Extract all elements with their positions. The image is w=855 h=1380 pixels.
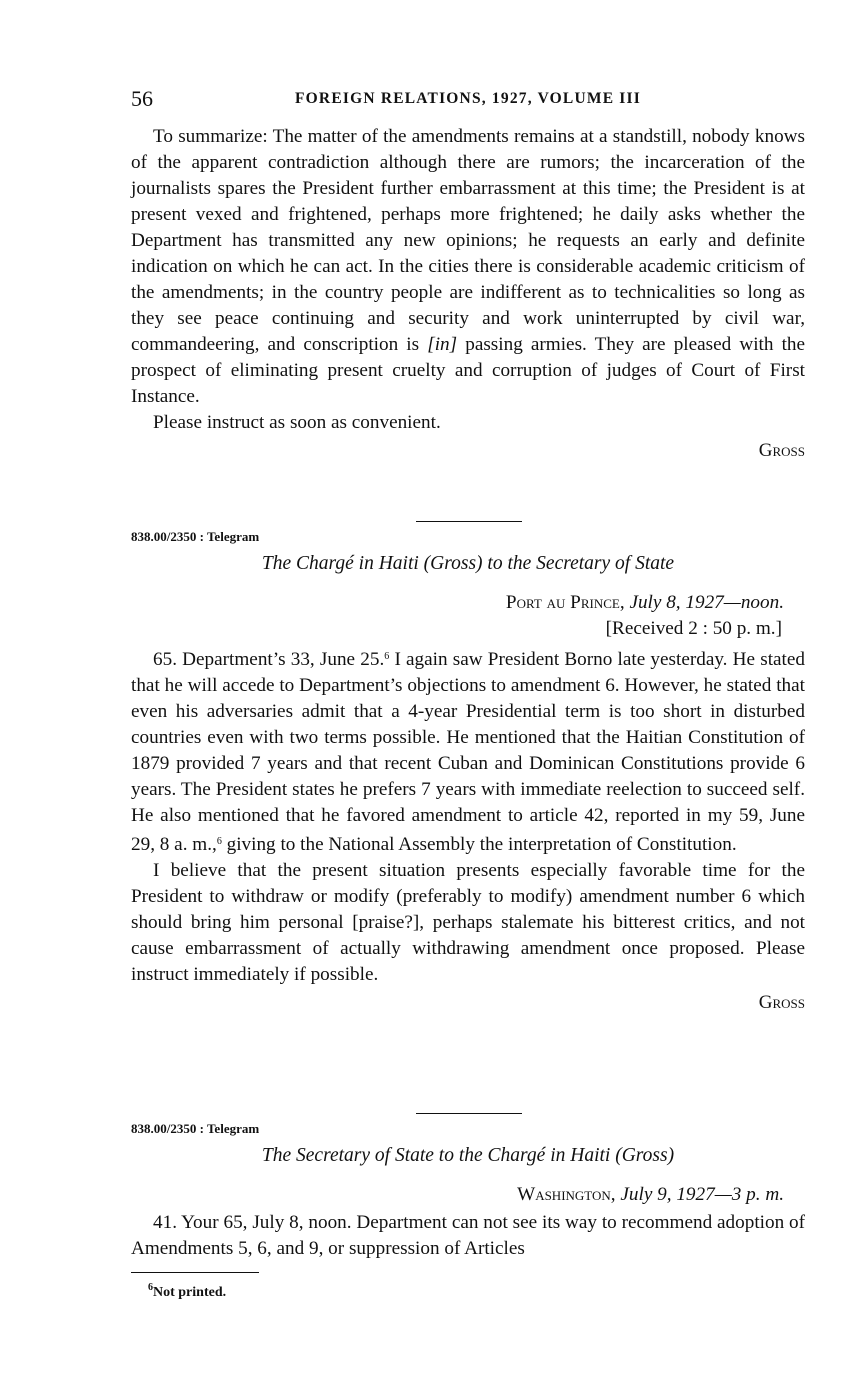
footnote-text: Not printed. [153,1285,227,1300]
dateline-1 [506,592,784,614]
page-number: 56 [131,86,153,111]
dateline-2 [517,1184,784,1206]
document-title-2: The Secretary of State to the Chargé in Haiti (Gross) [261,1145,675,1166]
received-time: [Received 2 : 50 p. m.] [605,618,782,639]
footnote-number: 6 [148,1282,153,1293]
file-reference-2: 838.00/2350 : Telegram [131,1121,260,1136]
section-divider-1 [416,521,522,522]
document-title-1: The Chargé in Haiti (Gross) to the Secretary of State [261,553,675,574]
telegram-41-body [131,1210,805,1262]
section-1 [131,124,805,464]
signature-gross-2: Gross [758,992,805,1013]
instruction-paragraph: Please instruct as soon as convenient. [153,412,441,433]
date: July 8, 1927—noon. [629,592,784,613]
footnote-mark: 6 [384,651,390,662]
telegram-41-paragraph-1: 41. Your 65, July 8, noon. Department can not see its way to recommend adoption of Amendments 5, 6, and 9, or suppression of Articles [131,1212,805,1259]
summary-paragraph: To summarize: The matter of the amendments remains at a standstill, nobody knows of the apparent contradiction although there are rumors; the incarceration of the journalists spares the President further embarrassment at this time; the President is at present vexed and frightened, perhaps more frightened; he daily asks whether the Department has transmitted any new opinions; he requests an early and definite indication on which he can act. In the cities there is considerable academic criticism of the amendments; in the country people are indifferent as to technicalities so long as they see peace continuing and security and work uninterrupted by civil war, commandeering, and conscription is [in] passing armies. They are pleased with the prospect of eliminating present cruelty and corruption of judges of Court of First Instance. [131,126,806,407]
telegram-65-body [131,644,805,1016]
telegram-65-paragraph-1: 65. Department’s 33, June 25.$^6$ I again saw President Borno late yesterday. He stated that he will accede to Department’s objections to amendment 6. However, he stated that even his adversaries admit that a 4-year Presidential term is too short in disturbed countries even with two terms possible. He mentioned that the Haitian Constitution of 1879 provided 7 years and that recent Cuban and Dominican Constitutions provide 6 years. The President states he prefers 7 years with immediate reelection to succeed self. He also mentioned that he favored amendment to article 42, reported in my 59, June 29, 8 a. m.,$^6$ giving to the National Assembly the interpretation of Constitution. [131,649,805,855]
running-title: FOREIGN RELATIONS, 1927, VOLUME III [295,90,641,107]
signature-gross-1: Gross [758,440,805,461]
place: Washington, [517,1184,616,1205]
page-header [131,86,805,116]
telegram-65-paragraph-2: I believe that the present situation presents especially favorable time for the President to withdraw or modify (preferably to modify) amendment number 6 which should bring him personal [praise?], perhaps stalemate his bitterest critics, and not cause embarrassment of actually withdrawing amendment once proposed. Please instruct immediately if possible. [131,860,805,985]
file-reference-1: 838.00/2350 : Telegram [131,529,260,544]
section-divider-2 [416,1113,522,1114]
footnote-mark: 6 [216,836,222,847]
footnote-divider [131,1272,259,1273]
footnote [148,1282,226,1301]
date: July 9, 1927—3 p. m. [620,1184,784,1205]
place: Port au Prince, [505,592,625,613]
